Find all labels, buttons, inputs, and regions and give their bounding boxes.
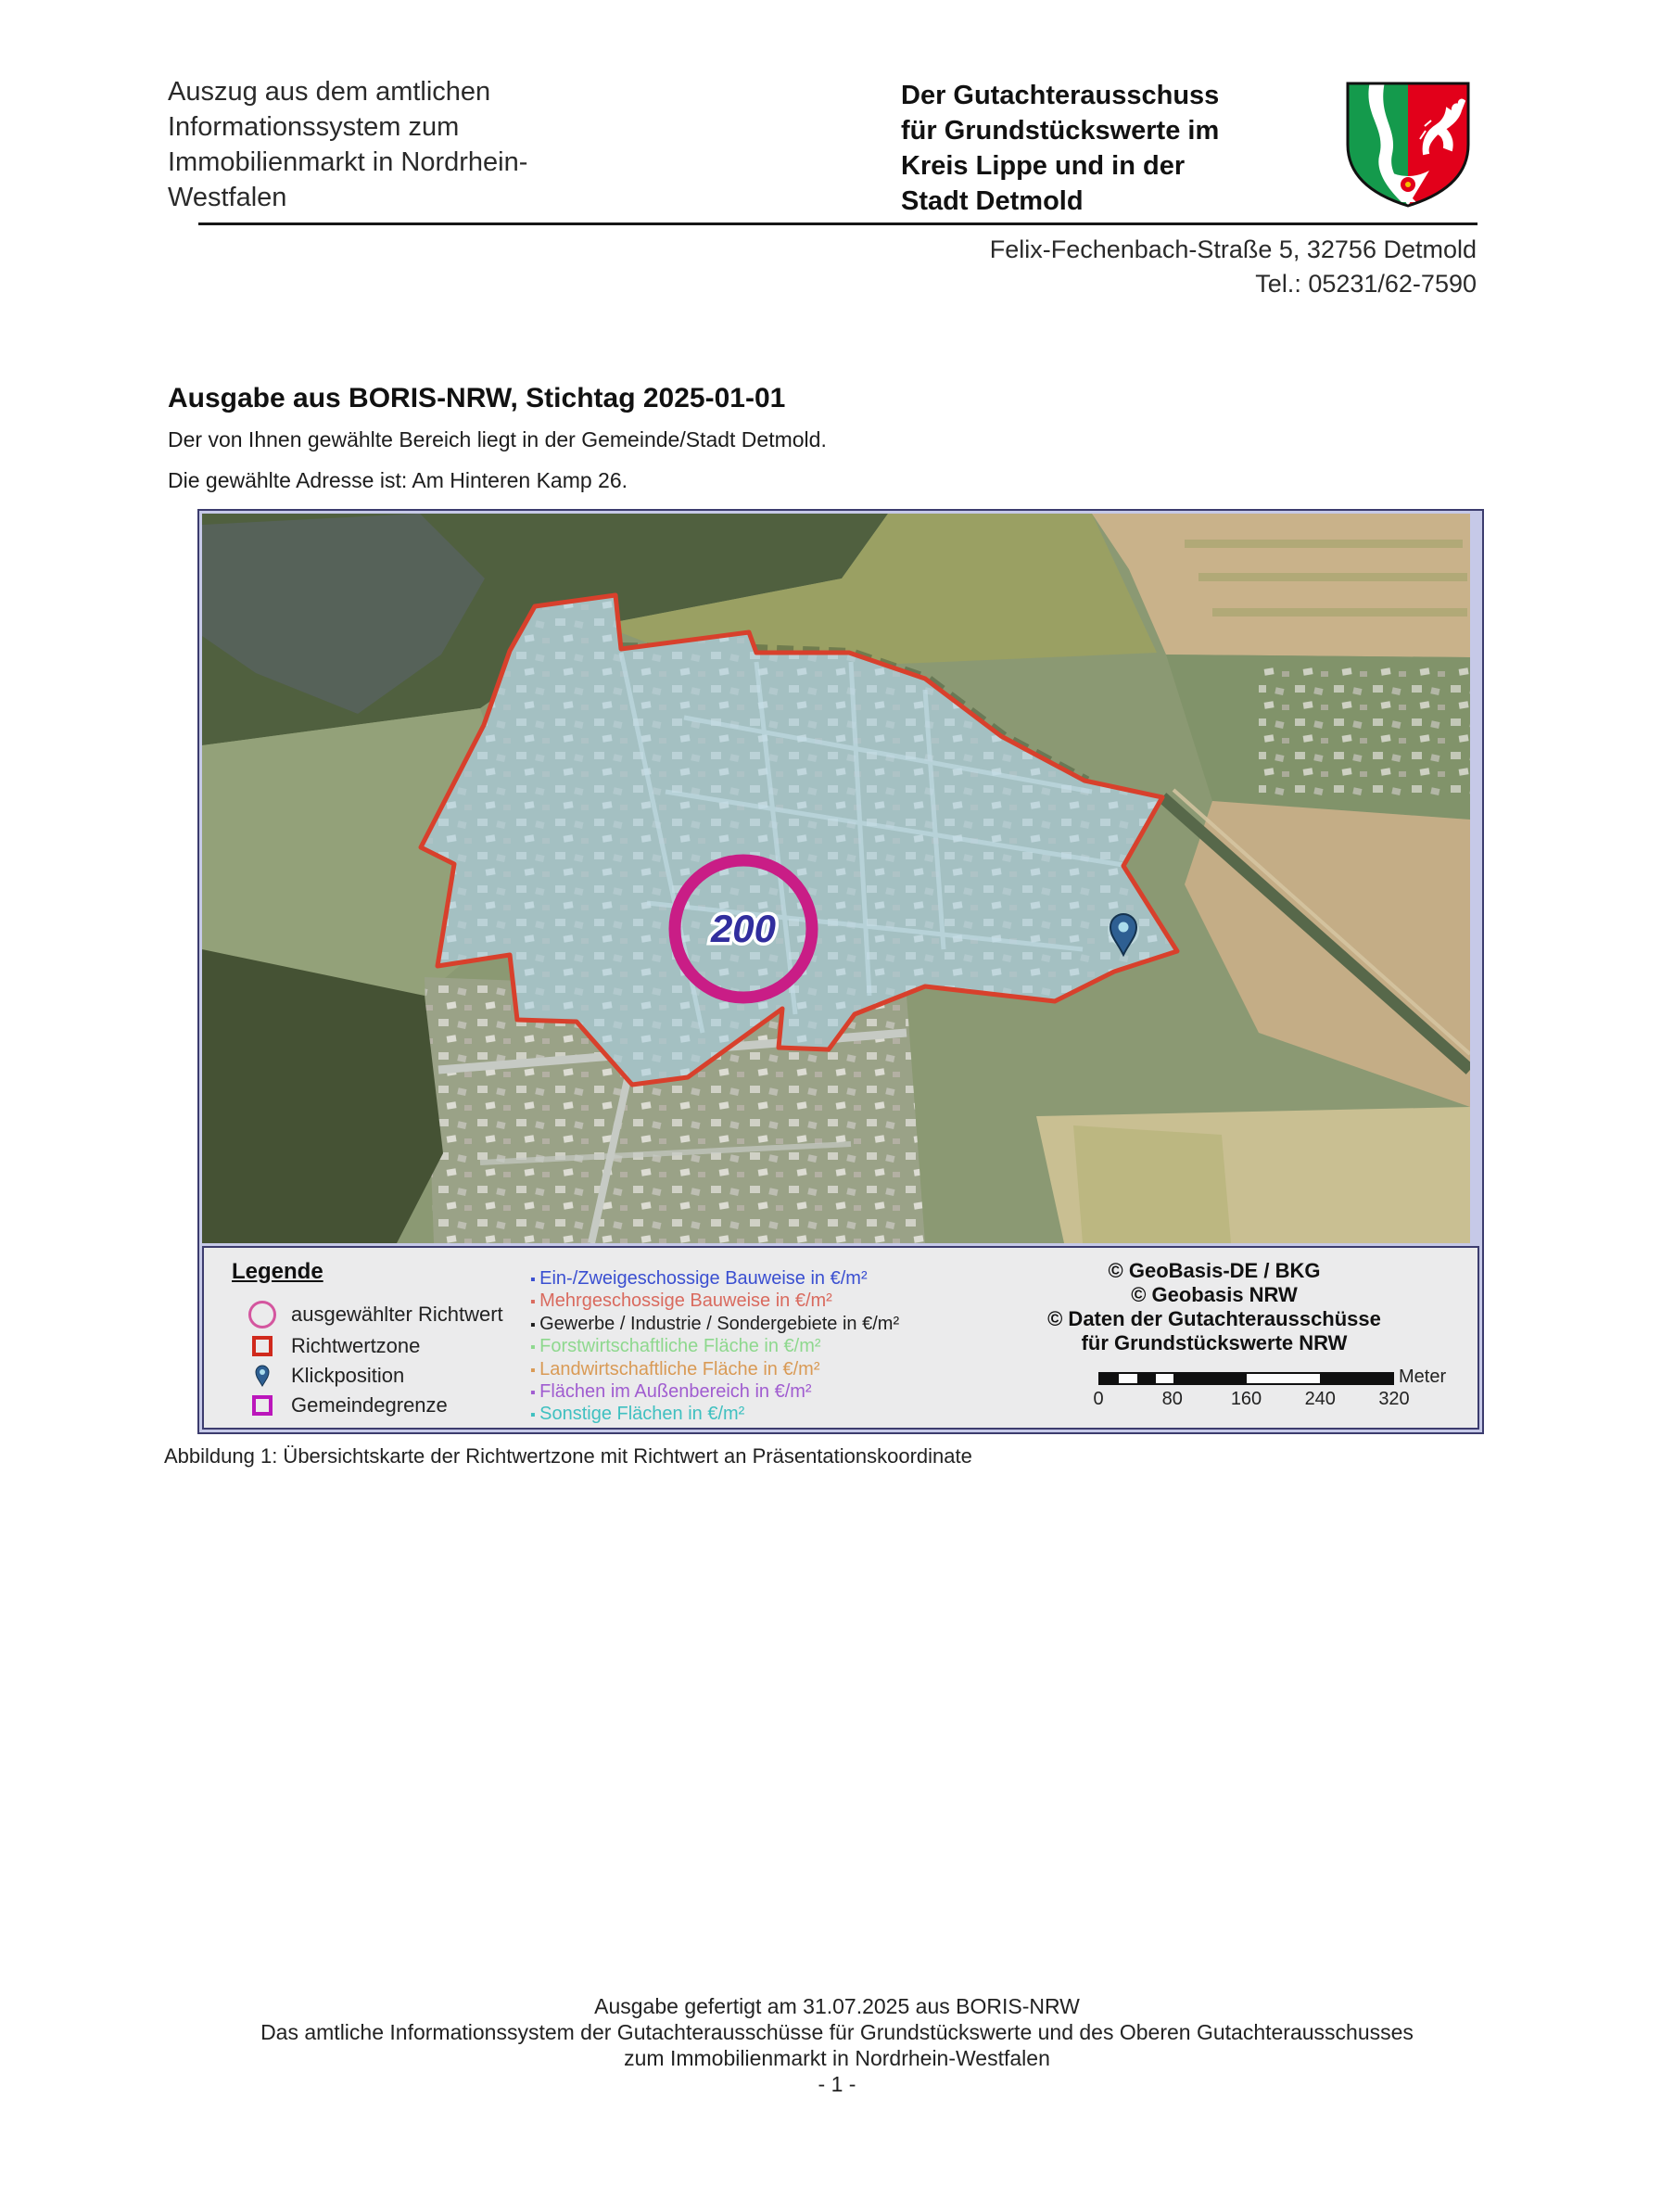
page-number: - 1 - — [818, 2072, 856, 2096]
legend-category: ▪ Gewerbe / Industrie / Sondergebiete in €/m² — [530, 1314, 899, 1336]
klickposition-pin-icon — [245, 1365, 280, 1387]
richtwert-value-label: 200 — [710, 907, 777, 950]
scale-tick: 240 — [1304, 1389, 1336, 1409]
address-line: Felix-Fechenbach-Straße 5, 32756 Detmold — [989, 235, 1477, 263]
scale-tick: 80 — [1161, 1389, 1183, 1409]
scale-bar — [1098, 1372, 1394, 1385]
footer-line: zum Immobilienmarkt in Nordrhein-Westfalen — [624, 2046, 1050, 2070]
legend-category: ▪ Forstwirtschaftliche Fläche in €/m² — [530, 1336, 899, 1358]
header-left-title — [168, 74, 527, 215]
copyright-line: © Geobasis NRW — [1131, 1283, 1298, 1306]
phone-line: Tel.: 05231/62-7590 — [1255, 270, 1477, 298]
footer-line: Ausgabe gefertigt am 31.07.2025 aus BORIS-NRW — [594, 1994, 1080, 2018]
copyright-line: © Daten der Gutachterausschüsse — [1047, 1307, 1381, 1330]
header-left-line: Informationssystem zum — [168, 112, 460, 142]
figure-caption: Abbildung 1: Übersichtskarte der Richtwertzone mit Richtwert an Präsentationskoordinate — [164, 1444, 972, 1468]
legend-item-selected-richtwert: ausgewählter Richtwert — [245, 1300, 503, 1329]
header-right-line: für Grundstückswerte im — [901, 116, 1220, 146]
header-right-line: Der Gutachterausschuss — [901, 81, 1220, 110]
header-left-line: Auszug aus dem amtlichen — [168, 77, 491, 107]
legend-item-klickposition: Klickposition — [245, 1361, 404, 1391]
scale-tick: 160 — [1230, 1389, 1262, 1409]
footer-line: Das amtliche Informationssystem der Gutachterausschüsse für Grundstückswerte und des Oberen Gutachterausschusses — [260, 2020, 1414, 2044]
copyright-line: für Grundstückswerte NRW — [1081, 1331, 1348, 1354]
paragraph-region: Der von Ihnen gewählte Bereich liegt in der Gemeinde/Stadt Detmold. — [168, 427, 827, 451]
header-right-line: Stadt Detmold — [901, 186, 1084, 216]
scale-bar-ticks — [1093, 1389, 1410, 1411]
header-right-title — [901, 78, 1219, 219]
village-east-houses — [1259, 662, 1470, 799]
legend-heading: Legende — [232, 1259, 323, 1284]
selected-richtwert-circle-icon — [245, 1301, 280, 1328]
copyright-block — [1015, 1259, 1414, 1355]
map-frame — [197, 509, 1484, 1434]
scale-tick: 320 — [1378, 1389, 1410, 1409]
header-left-line: Westfalen — [168, 183, 287, 212]
legend-category: ▪ Sonstige Flächen in €/m² — [530, 1404, 899, 1426]
richtwertzone-square-icon — [245, 1336, 280, 1356]
legend-category: ▪ Landwirtschaftliche Fläche in €/m² — [530, 1359, 899, 1381]
page-footer — [0, 1993, 1674, 2097]
nrw-coat-of-arms-icon — [1342, 80, 1474, 210]
forest-southwest — [202, 949, 443, 1243]
legend-category: ▪ Ein-/Zweigeschossige Bauweise in €/m² — [530, 1268, 899, 1290]
legend-item-gemeindegrenze: Gemeindegrenze — [245, 1391, 448, 1420]
legend-panel — [202, 1246, 1479, 1430]
paragraph-address: Die gewählte Adresse ist: Am Hinteren Kamp 26. — [168, 468, 628, 492]
scale-tick: 0 — [1093, 1389, 1104, 1409]
header-right-line: Kreis Lippe und in der — [901, 151, 1186, 181]
scale-unit-label: Meter — [1399, 1367, 1447, 1387]
gemeindegrenze-square-icon — [245, 1395, 280, 1416]
legend-category-list — [530, 1268, 899, 1427]
copyright-line: © GeoBasis-DE / BKG — [1108, 1259, 1321, 1282]
header-address — [834, 233, 1477, 301]
header-divider — [198, 222, 1477, 225]
page-title: Ausgabe aus BORIS-NRW, Stichtag 2025-01-01 — [168, 383, 786, 413]
legend-category: ▪ Mehrgeschossige Bauweise in €/m² — [530, 1290, 899, 1313]
legend-category: ▪ Flächen im Außenbereich in €/m² — [530, 1381, 899, 1404]
legend-item-richtwertzone: Richtwertzone — [245, 1331, 420, 1361]
header-left-line: Immobilienmarkt in Nordrhein- — [168, 147, 528, 177]
aerial-map[interactable] — [202, 514, 1470, 1243]
